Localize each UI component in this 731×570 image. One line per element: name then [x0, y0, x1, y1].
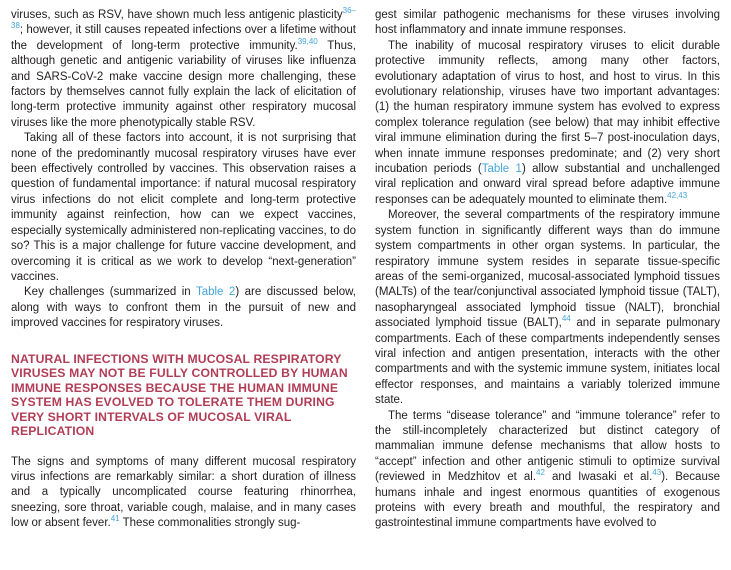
text-run: ; however, it still causes repeated infections over a lifetime without the development of long-term protective immunity. — [11, 24, 356, 52]
text-run: The terms “disease tolerance” and “immune tolerance” refer to the still-incompletely characterized but distinct category of mammalian immune defense mechanisms that allow hosts to “accept” infection and other antigenic stimuli to optimize survival (reviewed in Medzhitov et al. — [375, 409, 720, 484]
citation-reference-link[interactable]: 42 — [536, 468, 545, 478]
paragraph — [375, 39, 720, 208]
paragraph — [375, 208, 720, 408]
left-column — [11, 8, 356, 560]
right-column — [375, 8, 720, 560]
citation-reference-link[interactable]: 41 — [110, 514, 120, 524]
paragraph — [11, 455, 356, 532]
text-run: These commonalities strongly sug- — [119, 517, 301, 530]
text-run: ) allow substantial and unchallenged viral replication and onward viral spread before adaptive immune responses can be adequately mounted to eliminate them. — [375, 163, 720, 206]
text-run: ). Because humans inhale and ingest enormous quantities of exogenous proteins with every breath and mouthful, the respiratory and gastrointestinal immune compartments have evolved to — [375, 471, 720, 530]
paragraph — [375, 409, 720, 532]
citation-reference-link[interactable]: 43 — [652, 468, 662, 478]
citation-reference-link[interactable]: 39,40 — [297, 36, 318, 46]
text-run: Taking all of these factors into account, it is not surprising that none of the predominantly mucosal respiratory viruses have ever been effectively controlled by vaccines. This observation raises a question of fundamental importance: if natural mucosal respiratory virus infections do not elicit complete and long-term protective immunity against reinfection, how can we expect vaccines, especially systemically administered non-replicating vaccines, to do so? This is a major challenge for future vaccine development, and overcoming it is critical as we work to develop “next-generation” vaccines. — [11, 132, 356, 283]
text-run: gest similar pathogenic mechanisms for these viruses involving host inflammatory and innate immune responses. — [375, 9, 720, 37]
table-reference-link[interactable]: Table 1 — [481, 163, 522, 176]
table-reference-link[interactable]: Table 2 — [195, 286, 236, 299]
paragraph — [11, 285, 356, 331]
paragraph — [11, 131, 356, 285]
section-heading: NATURAL INFECTIONS WITH MUCOSAL RESPIRATORY VIRUSES MAY NOT BE FULLY CONTROLLED BY HUMAN IMMUNE RESPONSES BECAUSE THE HUMAN IMMUNE SYSTEM HAS EVOLVED TO TOLERATE THEM DURING VERY SHORT INTERVALS OF MUCOSAL VIRAL REPLICATION — [11, 351, 348, 439]
text-run: ) are discussed below, along with ways to confront them in the pursuit of new and improved vaccines for respiratory viruses. — [11, 286, 356, 330]
text-run: and in separate pulmonary compartments. Each of these compartments independently senses viral infection and antigen presentation, interacts with the other compartments and with the systemic immune system, initiates local effector responses, and maintains a variably tolerized immune state. — [375, 317, 721, 407]
text-run: The signs and symptoms of many different mucosal respiratory virus infections are remarkably similar: a short duration of illness and a typically uncomplicated course featuring rhinorrhea, sneezing, sore throat, variable cough, malaise, and in many cases low or absent fever. — [11, 455, 356, 530]
text-run: The inability of mucosal respiratory viruses to elicit durable protective immunity reflects, among many other factors, evolutionary adaptation of virus to host, and host to virus. In this evolutionary relationship, viruses have two important advantages: (1) the human respiratory immune system has evolved to express complex tolerance regulation (see below) that may inhibit effective viral immune elimination during the first 5–7 post-inoculation days, when innate immune responses predominate; and (2) very short incubation periods ( — [375, 39, 720, 176]
text-run: viruses, such as RSV, have shown much less antigenic plasticity — [11, 9, 343, 21]
text-run: Key challenges (summarized in — [24, 286, 196, 299]
text-run: Moreover, the several compartments of the respiratory immune system function in significantly different ways than do immune system compartments in other organ systems. In particular, the respiratory immune system resides in separate tissue-specific areas of the semi-organized, mucosal-associated lymphoid tissues (MALTs) of the tear/conjunctival associated lymphoid tissue (TALT), nasopharyngeal associated lymphoid tissue (NALT), bronchial associated lymphoid tissue (BALT), — [375, 209, 720, 330]
paragraph — [11, 8, 356, 131]
paragraph — [375, 8, 720, 39]
text-run: Thus, although genetic and antigenic variability of viruses like influenza and SARS-CoV-2 make vaccine design more challenging, these factors by themselves cannot fully explain the lack of elicitation of long-term protective immunity against other respiratory mucosal viruses like the more phenotypically stable RSV. — [11, 39, 357, 129]
citation-reference-link[interactable]: 44 — [561, 314, 571, 324]
citation-reference-link[interactable]: 36–38 — [11, 6, 356, 31]
text-run: and Iwasaki et al. — [544, 471, 653, 484]
citation-reference-link[interactable]: 42,43 — [667, 191, 688, 201]
